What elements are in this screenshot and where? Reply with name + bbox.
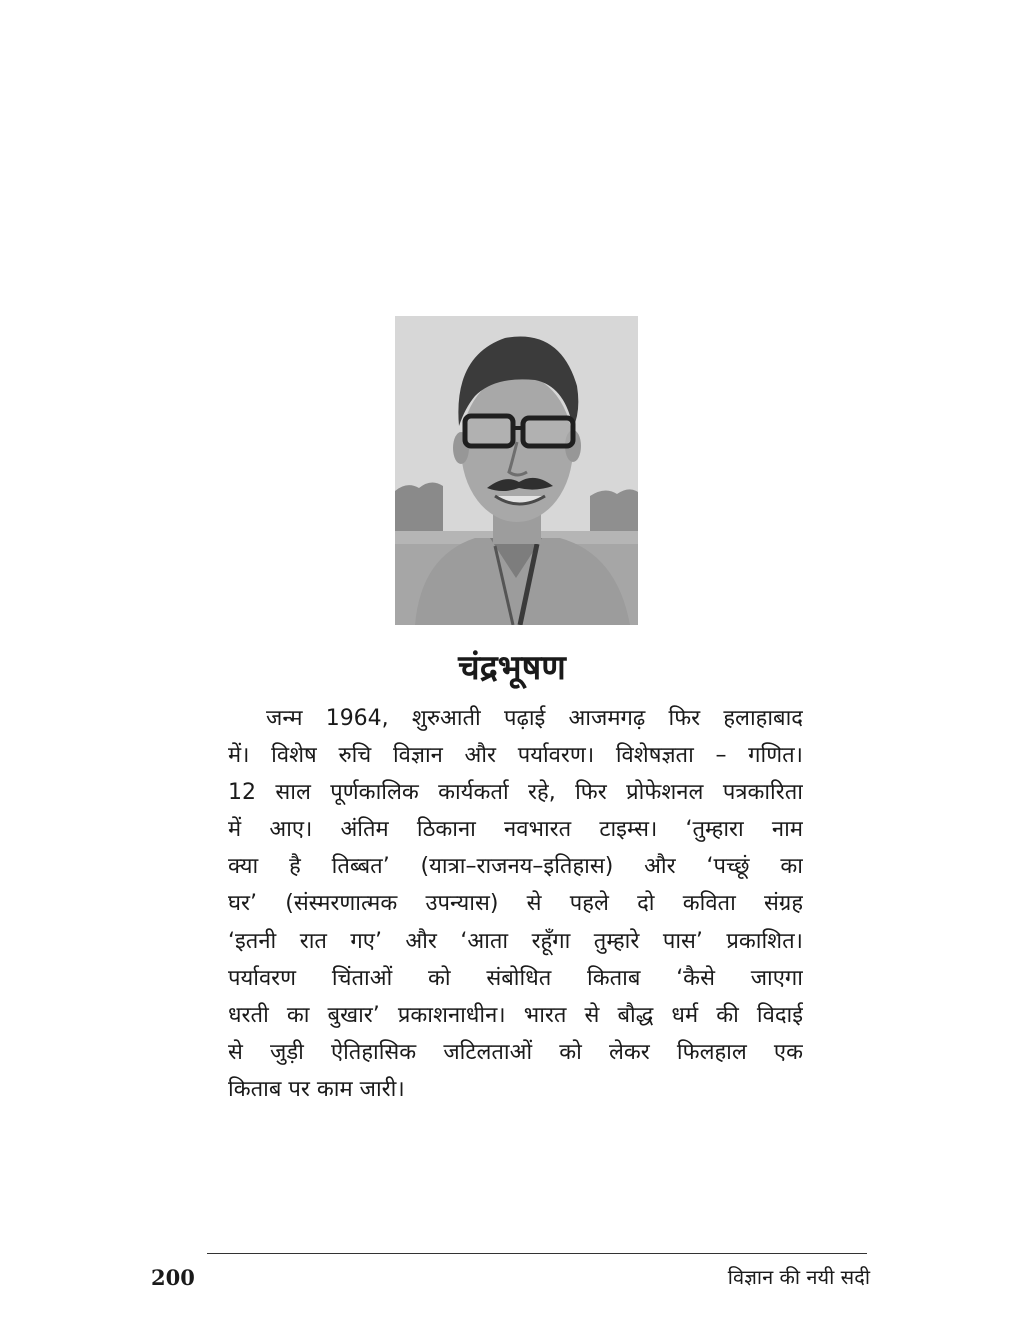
- page-number: 200: [151, 1265, 195, 1290]
- bio-line: किताब पर काम जारी।: [228, 1076, 405, 1102]
- bio-line: में। विशेष रुचि विज्ञान और पर्यावरण। विशेषज्ञता – गणित।: [228, 743, 803, 769]
- bio-line: ‘इतनी रात गए’ और ‘आता रहूँगा तुम्हारे पास’ प्रकाशित।: [228, 928, 803, 954]
- bio-line: में आए। अंतिम ठिकाना नवभारत टाइम्स। ‘तुम्हारा नाम: [228, 817, 803, 843]
- bio-line: क्या है तिब्बत’ (यात्रा–राजनय–इतिहास) और ‘पच्छूं का: [228, 854, 803, 880]
- bio-line: जन्म 1964, शुरुआती पढ़ाई आजमगढ़ फिर हलाहाबाद: [266, 706, 803, 731]
- author-photo: [395, 316, 638, 625]
- footer-rule: [207, 1253, 867, 1254]
- bio-line: 12 साल पूर्णकालिक कार्यकर्ता रहे, फिर प्रोफेशनल पत्रकारिता: [228, 780, 803, 806]
- bio-line: धरती का बुखार’ प्रकाशनाधीन। भारत से बौद्ध धर्म की विदाई: [228, 1002, 803, 1028]
- author-bio: [228, 700, 803, 1108]
- bio-line: से जुड़ी ऐतिहासिक जटिलताओं को लेकर फिलहाल एक: [228, 1039, 803, 1065]
- book-title: विज्ञान की नयी सदी: [727, 1265, 870, 1289]
- author-name: चंद्रभूषण: [458, 648, 566, 688]
- bio-line: पर्यावरण चिंताओं को संबोधित किताब ‘कैसे जाएगा: [228, 965, 803, 991]
- bio-line: घर’ (संस्मरणात्मक उपन्यास) से पहले दो कविता संग्रह: [228, 891, 803, 917]
